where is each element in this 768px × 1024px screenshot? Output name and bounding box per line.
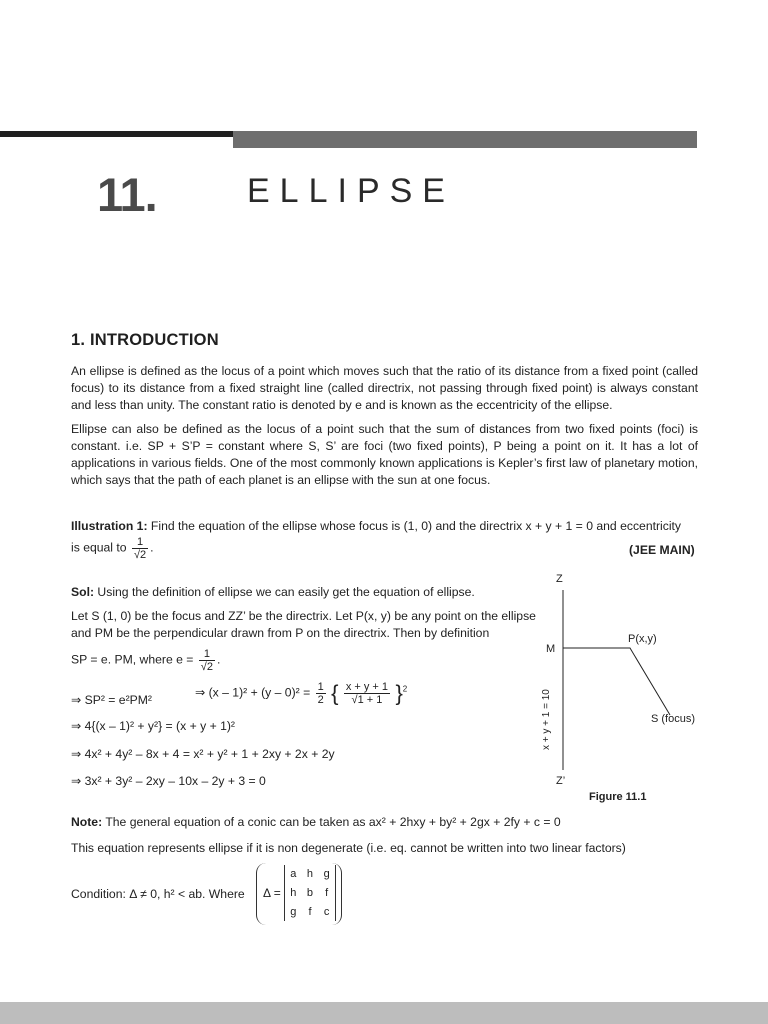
note-line-1: Note: The general equation of a conic can be taken as ax² + 2hxy + by² + 2gx + 2fy + c = 0 xyxy=(71,815,561,829)
matrix-cell: f xyxy=(308,905,312,918)
matrix-cell: h xyxy=(306,868,314,881)
note-line-2: This equation represents ellipse if it is non degenerate (i.e. eq. cannot be written into two linear factors) xyxy=(71,841,626,855)
matrix-cell: f xyxy=(325,886,329,899)
equation-4: ⇒ 3x² + 3y² – 2xy – 10x – 2y + 3 = 0 xyxy=(71,774,266,788)
determinant-matrix xyxy=(284,865,336,921)
matrix-cell: g xyxy=(323,868,330,881)
header-rule-gray xyxy=(233,131,697,148)
illustration-line-1 xyxy=(71,518,681,534)
section-heading: 1. INTRODUCTION xyxy=(71,331,219,349)
label-z: Z xyxy=(556,573,563,585)
solution-line-3: and PM be the perpendicular drawn from P on the directrix. Then by definition xyxy=(71,626,490,640)
matrix-cell: g xyxy=(290,905,297,918)
solution-label: Sol: xyxy=(71,585,95,599)
equation-1b: ⇒ (x – 1)² + (y – 0)² = $\frac{1}{2}$ { $\frac{x + y + 1}{√1 + 1}$ }$^2$ xyxy=(195,680,408,706)
determinant-condition xyxy=(256,863,342,925)
fraction-one-over-root-two: $\frac{1}{√2}$ xyxy=(133,536,147,561)
matrix-cell: a xyxy=(290,868,297,881)
solution-line-2: Let S (1, 0) be the focus and ZZ’ be the directrix. Let P(x, y) be any point on the ellipse xyxy=(71,609,536,623)
fraction-e-value: $\frac{1}{√2}$ xyxy=(200,648,213,673)
fraction-half: $\frac{1}{2}$ xyxy=(317,681,324,706)
condition-text: Condition: Δ ≠ 0, h² < ab. Where xyxy=(71,887,245,901)
chapter-title: ELLIPSE xyxy=(247,172,455,210)
figure-caption: Figure 11.1 xyxy=(589,791,647,803)
matrix-cell: c xyxy=(323,905,330,918)
equation-3: ⇒ 4x² + 4y² – 8x + 4 = x² + y² + 1 + 2xy + 2x + 2y xyxy=(71,747,335,761)
illustration-line-2: is equal to $\frac{1}{√2}$ . xyxy=(71,536,154,561)
directrix-equation-label: x + y + 1 = 10 xyxy=(541,689,552,750)
illustration-text-2: is equal to xyxy=(71,540,127,555)
label-m: M xyxy=(546,643,556,655)
footer-bar xyxy=(0,1002,768,1024)
label-s-focus: S (focus) xyxy=(651,713,696,725)
illustration-text: Find the equation of the ellipse whose focus is (1, 0) and the directrix x + y + 1 = 0 and eccentricity xyxy=(150,519,682,533)
equation-2: ⇒ 4{(x – 1)² + y²} = (x + y + 1)² xyxy=(71,719,235,733)
general-conic-formula: ax² + 2hxy + by² + 2gx + 2fy + c = 0 xyxy=(368,815,561,829)
label-z-prime: Z’ xyxy=(556,775,566,787)
delta-symbol: Δ = xyxy=(263,886,281,900)
ellipse-directrix-figure xyxy=(530,570,710,790)
chapter-number: 11. xyxy=(97,168,157,221)
solution-line-1: Sol: Using the definition of ellipse we can easily get the equation of ellipse. xyxy=(71,585,475,599)
perpendicular-pm-and-sp xyxy=(563,648,670,715)
header-rule-dark xyxy=(0,131,233,137)
label-p: P(x,y) xyxy=(628,633,657,645)
solution-line-4: SP = e. PM, where e = $\frac{1}{√2}$ . xyxy=(71,648,221,673)
intro-paragraph-1: An ellipse is defined as the locus of a point which moves such that the ratio of its distance from a fixed point (called focus) to its distance from a fixed straight line (called directrix, not passing through fixed point) is always constant and less than unity. The constant ratio is denoted by e and is known as the eccentricity of the ellipse. xyxy=(71,364,698,412)
illustration-label: Illustration 1: xyxy=(71,519,148,533)
equation-1: ⇒ SP² = e²PM² xyxy=(71,693,152,707)
matrix-cell: h xyxy=(290,886,297,899)
note-label: Note: xyxy=(71,815,103,829)
exam-tag: (JEE MAIN) xyxy=(629,543,695,557)
matrix-cell: b xyxy=(306,886,314,899)
intro-paragraph-2: Ellipse can also be defined as the locus of a point such that the sum of distances from two fixed points (foci) is constant. i.e. SP + S’P = constant where S, S’ are foci (two fixed points), P being a point on it. It has a lot of applications in various fields. One of the most commonly known applications is Kepler’s first law of planetary motion, which says that the path of each planet is an ellipse with the sun at one focus. xyxy=(71,422,698,487)
fraction-distance: $\frac{x + y + 1}{√1 + 1}$ xyxy=(345,681,389,706)
